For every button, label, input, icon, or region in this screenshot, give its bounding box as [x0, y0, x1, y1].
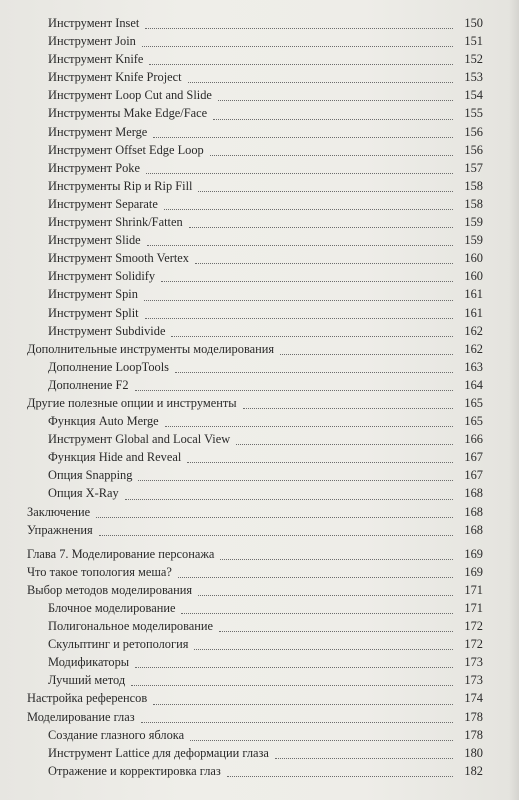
- dot-leader: [147, 227, 453, 246]
- toc-entry-title: Инструмент Offset Edge Loop: [48, 142, 204, 157]
- dot-leader: [190, 722, 453, 741]
- dot-leader: [141, 704, 453, 723]
- toc-page-number: 153: [464, 70, 483, 85]
- toc-page-number: 165: [464, 395, 483, 410]
- dot-leader: [198, 173, 453, 192]
- dot-leader: [175, 354, 453, 373]
- toc-entry-title: Инструмент Smooth Vertex: [48, 251, 189, 266]
- toc-page-number: 168: [464, 504, 483, 519]
- dot-leader: [213, 100, 453, 119]
- toc-page-number: 172: [464, 619, 483, 634]
- toc-entry-title: Настройка референсов: [27, 691, 148, 706]
- toc-entry-title: Инструмент Inset: [48, 16, 140, 30]
- toc-page-number: 161: [464, 305, 483, 320]
- toc-entry-title: Инструмент Solidify: [48, 269, 156, 284]
- dot-leader: [164, 191, 453, 210]
- toc-entry-title: Инструмент Spin: [48, 287, 138, 302]
- toc-entry-title: Инструмент Separate: [48, 196, 158, 211]
- toc-entry[interactable]: [0, 521, 519, 539]
- toc-entry-title: Инструмент Subdivide: [48, 323, 166, 338]
- toc-page-number: 161: [464, 287, 483, 302]
- toc-entry-title: Инструмент Global and Local View: [48, 432, 231, 447]
- toc-entry-title: Дополнительные инструменты моделирования: [27, 341, 275, 356]
- toc-entry-title: Инструмент Lattice для деформации глаза: [48, 745, 269, 760]
- dot-leader: [187, 444, 453, 463]
- dot-leader: [138, 462, 453, 481]
- toc-entry-title: Инструмент Shrink/Fatten: [48, 215, 183, 230]
- toc-entry-title: Упражнения: [27, 522, 93, 537]
- dot-leader: [144, 281, 453, 300]
- toc-page-number: 156: [464, 124, 483, 139]
- toc-page-number: 180: [464, 745, 483, 760]
- dot-leader: [218, 82, 453, 101]
- toc-entry-title: Инструменты Make Edge/Face: [48, 106, 208, 121]
- toc-entry-title: Отражение и корректировка глаз: [48, 763, 221, 778]
- toc-page-number: 160: [464, 269, 483, 284]
- toc-page-number: 165: [464, 414, 483, 429]
- dot-leader: [149, 46, 453, 65]
- toc-entry-title: Опция X-Ray: [48, 486, 119, 501]
- toc-page-number: 171: [464, 582, 483, 597]
- toc-page-number: 167: [464, 450, 483, 465]
- toc-page-number: 152: [464, 52, 483, 67]
- toc-entry-title: Инструмент Split: [48, 305, 139, 320]
- toc-page-number: 154: [464, 88, 483, 103]
- dot-leader: [280, 336, 453, 355]
- toc-page-number: 150: [464, 16, 483, 30]
- toc-page-number: 158: [464, 178, 483, 193]
- toc-page-number: 162: [464, 323, 483, 338]
- toc-entry-title: Инструмент Loop Cut and Slide: [48, 88, 212, 103]
- dot-leader: [135, 372, 453, 391]
- dot-leader: [171, 318, 453, 337]
- toc-page-number: 182: [464, 763, 483, 778]
- dot-leader: [99, 517, 453, 536]
- toc-entry-title: Блочное моделирование: [48, 601, 176, 615]
- toc-entry-title: Дополнение LoopTools: [48, 359, 169, 374]
- toc-page-number: 178: [464, 727, 483, 742]
- toc-entry-title: Заключение: [27, 504, 91, 519]
- toc-page-number: 172: [464, 637, 483, 652]
- toc-page-number: 168: [464, 486, 483, 501]
- toc-entry-title: Глава 7. Моделирование персонажа: [27, 546, 215, 561]
- dot-leader: [188, 64, 453, 83]
- dot-leader: [243, 390, 453, 409]
- toc-page-number: 163: [464, 359, 483, 374]
- dot-leader: [125, 480, 453, 499]
- toc-entry-title: Выбор методов моделирования: [27, 582, 193, 597]
- dot-leader: [210, 137, 453, 156]
- toc-entry-title: Инструмент Slide: [48, 233, 141, 248]
- dot-leader: [219, 613, 453, 632]
- toc-page-number: 178: [464, 709, 483, 724]
- toc-page-number: 173: [464, 673, 483, 688]
- dot-leader: [178, 559, 453, 578]
- dot-leader: [181, 595, 453, 614]
- toc-entry-title: Что такое топология меша?: [27, 564, 172, 579]
- toc-page-number: 167: [464, 468, 483, 483]
- toc-entry-title: Полигональное моделирование: [48, 619, 214, 634]
- toc-entry-title: Модификаторы: [48, 655, 130, 670]
- dot-leader: [153, 119, 453, 138]
- dot-leader: [135, 649, 453, 668]
- dot-leader: [227, 758, 453, 777]
- dot-leader: [161, 263, 453, 282]
- dot-leader: [145, 300, 453, 319]
- toc-page-number: 168: [464, 522, 483, 537]
- dot-leader: [145, 10, 453, 29]
- toc-entry-title: Функция Auto Merge: [48, 414, 159, 429]
- toc-entry-title: Дополнение F2: [48, 377, 129, 392]
- dot-leader: [198, 577, 453, 596]
- toc-entry-title: Лучший метод: [48, 673, 126, 688]
- toc-entry-title: Создание глазного яблока: [48, 727, 185, 742]
- toc-entry-title: Скульптинг и ретопология: [48, 637, 189, 652]
- dot-leader: [142, 28, 453, 47]
- dot-leader: [131, 667, 453, 686]
- dot-leader: [194, 631, 453, 650]
- toc-entry[interactable]: [0, 762, 519, 780]
- toc-entry-title: Инструмент Knife: [48, 52, 144, 67]
- dot-leader: [220, 541, 453, 560]
- dot-leader: [195, 245, 453, 264]
- dot-leader: [146, 155, 453, 174]
- dot-leader: [153, 685, 453, 704]
- dot-leader: [275, 740, 453, 759]
- toc-page-number: 173: [464, 655, 483, 670]
- toc-entry-title: Функция Hide and Reveal: [48, 450, 182, 465]
- toc-page-number: 151: [464, 34, 483, 49]
- toc-entry-title: Опция Snapping: [48, 468, 133, 483]
- dot-leader: [189, 209, 453, 228]
- toc-entry-title: Инструмент Poke: [48, 160, 140, 175]
- toc-page-number: 159: [464, 233, 483, 248]
- toc-page-number: 162: [464, 341, 483, 356]
- page-edge-shadow: [509, 0, 519, 800]
- toc-entry-title: Инструмент Merge: [48, 124, 148, 139]
- toc-page-number: 160: [464, 251, 483, 266]
- toc-page-number: 158: [464, 196, 483, 211]
- toc-page-number: 174: [464, 691, 483, 706]
- toc-page-number: 164: [464, 377, 483, 392]
- toc-entry-title: Инструмент Knife Project: [48, 70, 182, 85]
- dot-leader: [96, 499, 453, 518]
- toc-entry-title: Моделирование глаз: [27, 709, 135, 724]
- toc-page-number: 155: [464, 106, 483, 121]
- toc-page-number: 169: [464, 546, 483, 561]
- toc-page-number: 166: [464, 432, 483, 447]
- toc-page-number: 157: [464, 160, 483, 175]
- toc-entry-title: Инструмент Join: [48, 34, 136, 49]
- toc-entry-title: Инструменты Rip и Rip Fill: [48, 178, 193, 193]
- toc-entry-title: Другие полезные опции и инструменты: [27, 395, 237, 410]
- table-of-contents: [0, 14, 519, 780]
- toc-page-number: 156: [464, 142, 483, 157]
- dot-leader: [236, 426, 453, 445]
- toc-page-number: 171: [464, 601, 483, 615]
- dot-leader: [165, 408, 453, 427]
- toc-page-number: 169: [464, 564, 483, 579]
- toc-page-number: 159: [464, 215, 483, 230]
